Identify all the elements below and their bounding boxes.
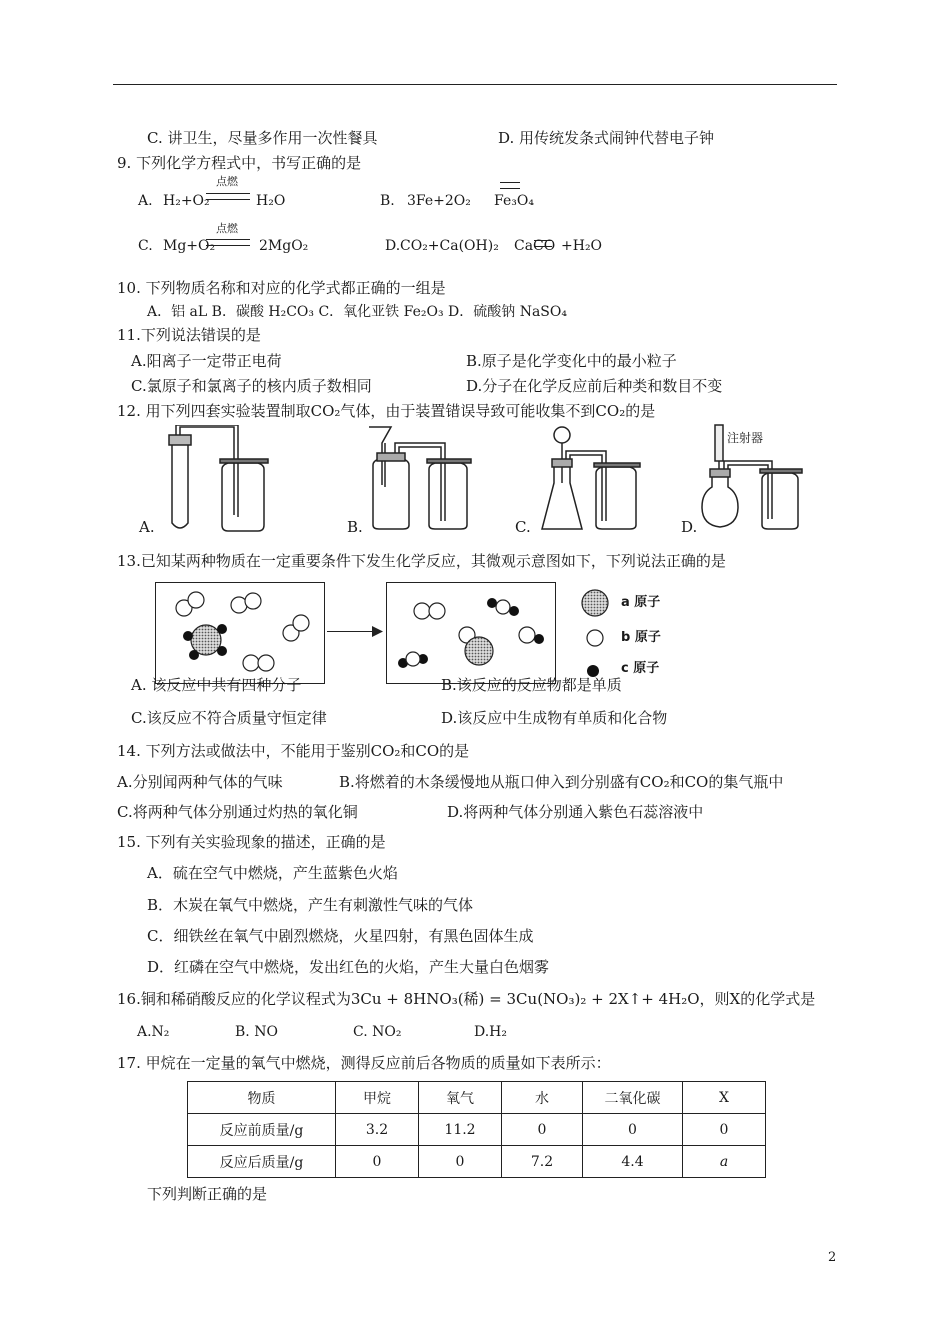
apparatus-a-diagram xyxy=(160,425,280,533)
table-header-row xyxy=(188,1082,766,1114)
apparatus-c-label: C. xyxy=(515,518,531,536)
q9-option-d-left: CO₂+Ca(OH)₂ xyxy=(400,238,499,254)
reaction-arrow-head xyxy=(372,626,384,637)
q14-option-d: D.将两种气体分别通入紫色石蕊溶液中 xyxy=(447,803,704,821)
table-cell: 3.2 xyxy=(336,1114,419,1146)
table-header-cell: 水 xyxy=(502,1082,583,1114)
q8-option-c: C. 讲卫生，尽量多作用一次性餐具 xyxy=(147,129,378,147)
q9-option-b-right: Fe₃O₄ xyxy=(494,193,534,209)
q17-stem: 17. 甲烷在一定量的氧气中燃烧，测得反应前后各物质的质量如下表所示： xyxy=(117,1054,611,1072)
legend-symbols xyxy=(578,588,614,680)
q9-option-d-equals-sign xyxy=(534,240,552,247)
products-box xyxy=(386,582,556,684)
table-header-cell: 物质 xyxy=(188,1082,336,1114)
q13-option-b: B.该反应的反应物都是单质 xyxy=(441,676,622,694)
table-header-cell: X xyxy=(683,1082,766,1114)
q15-option-a: A．硫在空气中燃烧，产生蓝紫色火焰 xyxy=(147,864,398,882)
q16-option-c: C. NO₂ xyxy=(353,1024,402,1040)
q9-option-c-right: 2MgO₂ xyxy=(259,238,309,254)
q14-option-b: B.将燃着的木条缓慢地从瓶口伸入到分别盛有CO₂和CO的集气瓶中 xyxy=(339,773,784,791)
q10-stem: 10. 下列物质名称和对应的化学式都正确的一组是 xyxy=(117,279,446,297)
apparatus-d-label: D. xyxy=(681,518,698,536)
table-cell: 4.4 xyxy=(583,1146,683,1178)
table-cell: 0 xyxy=(336,1146,419,1178)
q13-stem: 13.已知某两种物质在一定重要条件下发生化学反应，其微观示意图如下，下列说法正确的是 xyxy=(117,552,726,570)
reaction-arrow xyxy=(327,631,377,632)
q15-option-c: C．细铁丝在氧气中剧烈燃烧，火星四射，有黑色固体生成 xyxy=(147,927,534,945)
q11-stem: 11.下列说法错误的是 xyxy=(117,326,261,344)
q9-option-c-equals-sign xyxy=(206,239,250,246)
q9-option-a-condition: 点燃 xyxy=(216,175,238,188)
atom-b-icon xyxy=(587,630,603,646)
q13-option-a: A. 该反应中共有四种分子 xyxy=(131,676,302,694)
table-cell: 0 xyxy=(583,1114,683,1146)
q16-option-d: D.H₂ xyxy=(474,1024,507,1040)
q9-option-c-condition: 点燃 xyxy=(216,222,238,235)
legend-b-label: b 原子 xyxy=(621,630,661,645)
q9-option-c-label: C. xyxy=(138,238,153,254)
legend-a-label: a 原子 xyxy=(621,595,661,610)
table-cell: 7.2 xyxy=(502,1146,583,1178)
q9-stem: 9. 下列化学方程式中，书写正确的是 xyxy=(117,154,362,172)
table-row xyxy=(188,1146,766,1178)
reactants-box xyxy=(155,582,325,684)
table-row xyxy=(188,1114,766,1146)
table-header-cell: 氧气 xyxy=(419,1082,502,1114)
table-cell: 0 xyxy=(419,1146,502,1178)
q15-option-b: B．木炭在氧气中燃烧，产生有刺激性气味的气体 xyxy=(147,896,474,914)
q11-option-a: A.阳离子一定带正电荷 xyxy=(131,352,282,370)
header-rule xyxy=(113,84,837,85)
q12-stem: 12. 用下列四套实验装置制取CO₂气体，由于装置错误导致可能收集不到CO₂的是 xyxy=(117,402,656,420)
apparatus-b-label: B. xyxy=(347,518,363,536)
q8-option-d: D. 用传统发条式闹钟代替电子钟 xyxy=(498,129,715,147)
q9-option-c-left: Mg+O₂ xyxy=(163,238,216,254)
q17-follow-up: 下列判断正确的是 xyxy=(147,1185,268,1203)
table-cell: 0 xyxy=(502,1114,583,1146)
apparatus-b-diagram xyxy=(365,425,475,533)
q9-option-b-left: 3Fe+2O₂ xyxy=(407,193,471,209)
table-cell: 反应前质量/g xyxy=(188,1114,336,1146)
q9-option-a-label: A. xyxy=(138,193,153,209)
q16-option-b: B. NO xyxy=(235,1024,278,1040)
table-header-cell: 甲烷 xyxy=(336,1082,419,1114)
legend-c-label: c 原子 xyxy=(621,661,660,676)
q10-options: A．铝 aL B．碳酸 H₂CO₃ C．氧化亚铁 Fe₂O₃ D．硫酸钠 NaSO₄ xyxy=(147,304,567,320)
q14-stem: 14. 下列方法或做法中，不能用于鉴别CO₂和CO的是 xyxy=(117,742,470,760)
mass-table xyxy=(187,1081,766,1178)
table-cell: a xyxy=(683,1146,766,1178)
q9-option-a-left: H₂+O₂ xyxy=(163,193,210,209)
table-cell: 0 xyxy=(683,1114,766,1146)
q15-option-d: D．红磷在空气中燃烧，发出红色的火焰，产生大量白色烟雾 xyxy=(147,958,550,976)
q16-option-a: A.N₂ xyxy=(137,1024,170,1040)
q9-option-d-label: D. xyxy=(385,238,401,254)
apparatus-a-label: A. xyxy=(139,518,155,536)
table-cell: 11.2 xyxy=(419,1114,502,1146)
q9-option-b-label: B. xyxy=(380,193,395,209)
q9-option-d-right-pre: CaCO xyxy=(514,238,556,254)
reactants-molecules xyxy=(156,583,326,685)
q9-option-d-right-post: +H₂O xyxy=(561,238,603,254)
q11-option-d: D.分子在化学反应前后种类和数目不变 xyxy=(466,377,723,395)
apparatus-c-diagram xyxy=(538,425,648,533)
q16-stem: 16.铜和稀硝酸反应的化学议程式为3Cu + 8HNO₃(稀) = 3Cu(NO₃)₂ + 2X↑+ 4H₂O，则X的化学式是 xyxy=(117,990,816,1008)
q14-option-a: A.分别闻两种气体的气味 xyxy=(117,773,283,791)
q9-option-b-equals-sign xyxy=(500,182,520,189)
q13-option-d: D.该反应中生成物有单质和化合物 xyxy=(441,709,668,727)
q11-option-c: C.氯原子和氯离子的核内质子数相同 xyxy=(131,377,372,395)
products-molecules xyxy=(387,583,557,685)
q14-option-c: C.将两种气体分别通过灼热的氧化铜 xyxy=(117,803,358,821)
q11-option-b: B.原子是化学变化中的最小粒子 xyxy=(466,352,677,370)
page-number: 2 xyxy=(828,1250,837,1265)
q13-option-c: C.该反应不符合质量守恒定律 xyxy=(131,709,327,727)
table-header-cell: 二氧化碳 xyxy=(583,1082,683,1114)
q9-option-a-equals-sign xyxy=(206,193,250,200)
syringe-label: 注射器 xyxy=(727,431,764,445)
table-cell: 反应后质量/g xyxy=(188,1146,336,1178)
q15-stem: 15. 下列有关实验现象的描述，正确的是 xyxy=(117,833,386,851)
q9-option-a-right: H₂O xyxy=(256,193,286,209)
atom-a-icon xyxy=(582,590,608,616)
